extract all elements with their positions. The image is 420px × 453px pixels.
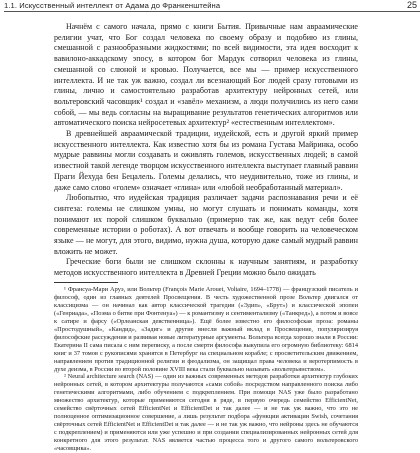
paragraph: Любопытно, что иудейская традиция различает задачи распознавания речи и её синтеза: големы не слишком умны, но могут слушать и понимать команды, хотя понимают их порой слишком буквально (примерно так же, как ведут себя более современные истории о роботах). А вот отвечать и вообще говорить на человеческом языке — не могут, для этого, видимо, нужна душа, которую даже самый мудрый раввин вложить не может. [54,193,358,256]
header-rule [4,11,420,12]
footnote: ² Neural architecture search (NAS) — один из важных современных методов разработки архитектур глубоких нейронных сетей, в котором архитектуры получаются «сами собой» посредством направленного поиска либо генетическими алгоритмами, либо обучением с подкреплением. При помощи NAS уже было разработано множество архитектур, которые применяются сегодня в ряде, в первую очередь семейство EfficientNet, семейство свёрточных сетей EfficientNet и EfficientDet и так далее — и не так уж важно, что это не полноценное оптимизационное совершение, а лишь результат подбора «функции активации Swish, сочетания свёрточных сетей EfficientNet и EfficientDet и так далее — и не так уж важно, что нейроны здесь не обучаются с подкреплением) и применяются или уже успешно и при создании специализированных нейронных сетей для конкретного для этого результат. NAS является частью процесса того и другого самого вольтеровского «часовщика». [54,373,358,453]
running-head [0,0,420,12]
paragraph: В древнейшей авраамической традиции, иудейской, есть и другой яркий пример искусственного интеллекта. Как известно хотя бы из романа Густава Майринка, особо мудрые раввины могли создавать и оживлять големов, искусственных людей; в самой известной такой легенде творцом искусственного интеллекта выступает главный раввин Праги Йехуда бен Бецалель. Големы делались, что неудивительно, тоже из глины, и даже само слово «голем» означает «глина» или «любой необработанный материал». [54,129,358,192]
page-number: 25 [406,0,417,10]
running-head-title: 1.1. Искусственный интеллект от Адама до Франкенштейна [4,1,221,10]
paragraph: Начнём с самого начала, прямо с книги Бытия. Привычные нам авраамические религии учат, что Бог создал человека по своему образу и подобию из глины, смешанной с разнообразными жидкостями; по всей видимости, эта идея восходит к вавилоно-аккадскому эпосу, в котором бог Мардук сотворил человека из глины, смешанной со слюной и кровью. Получается, все мы — пример искусственного интеллекта. И не так уж важно, создал ли всезнающий Бог людей сразу готовыми из глины, лично и самостоятельно разработав архитектуру нейронных сетей, или вольтеровский часовщик¹ создал и «завёл» механизм, а люди получились из него сами собой, — мы ведь согласны на выращивание результатов генетических алгоритмов или автоматического поиска нейросетевых архитектур² «естественным интеллектом». [54,22,358,128]
paragraph: Греческие боги были не слишком склонны к научным занятиям, и разработку методов искусственного интеллекта в Древней Греции можно было ожидать [54,257,358,278]
footnotes [54,282,358,453]
footnote: ¹ Франсуа-Мари Аруэ, или Вольтер (François Marie Arouet, Voltaire, 1694–1778) — французский писатель и философ, один из главных деятелей Просвещения. В честь художественной прозе Вольтер двигался от классицизма — он начинал как автор классической трагедии («Эдип», «Брут») и классической эпопеи («Генриада», «Поэма о битве при Фонтенуа») — к романтизму и сентиментализму («Танкред»), а потом и вовсе к сатире и фарсу («Орлеанская девственница»). Ещё более известно его философская проза: романы «Простодушный», «Кандид», «Задиг» и другие внесли важный вклад в Просвещение, популяризируя философские рассуждения и развивая новые литературные аргументы. Вольтера всегда хорошо знали в России: Екатерина II сама писала с ним переписку, а после смерти философа выкупила его огромную библиотеку: 6814 книг и 37 томов с рукописями хранятся в Петербург на специальном корабле; с просветительским движением, направлением против традиционной религии и феодализма, он защищал права человека и веротерпимость в духе деизма, в России во второй половине XVIII века стали буквально называть «вольтерьянством». [54,286,358,373]
footnote-rule [54,282,118,283]
main-text [54,22,358,279]
